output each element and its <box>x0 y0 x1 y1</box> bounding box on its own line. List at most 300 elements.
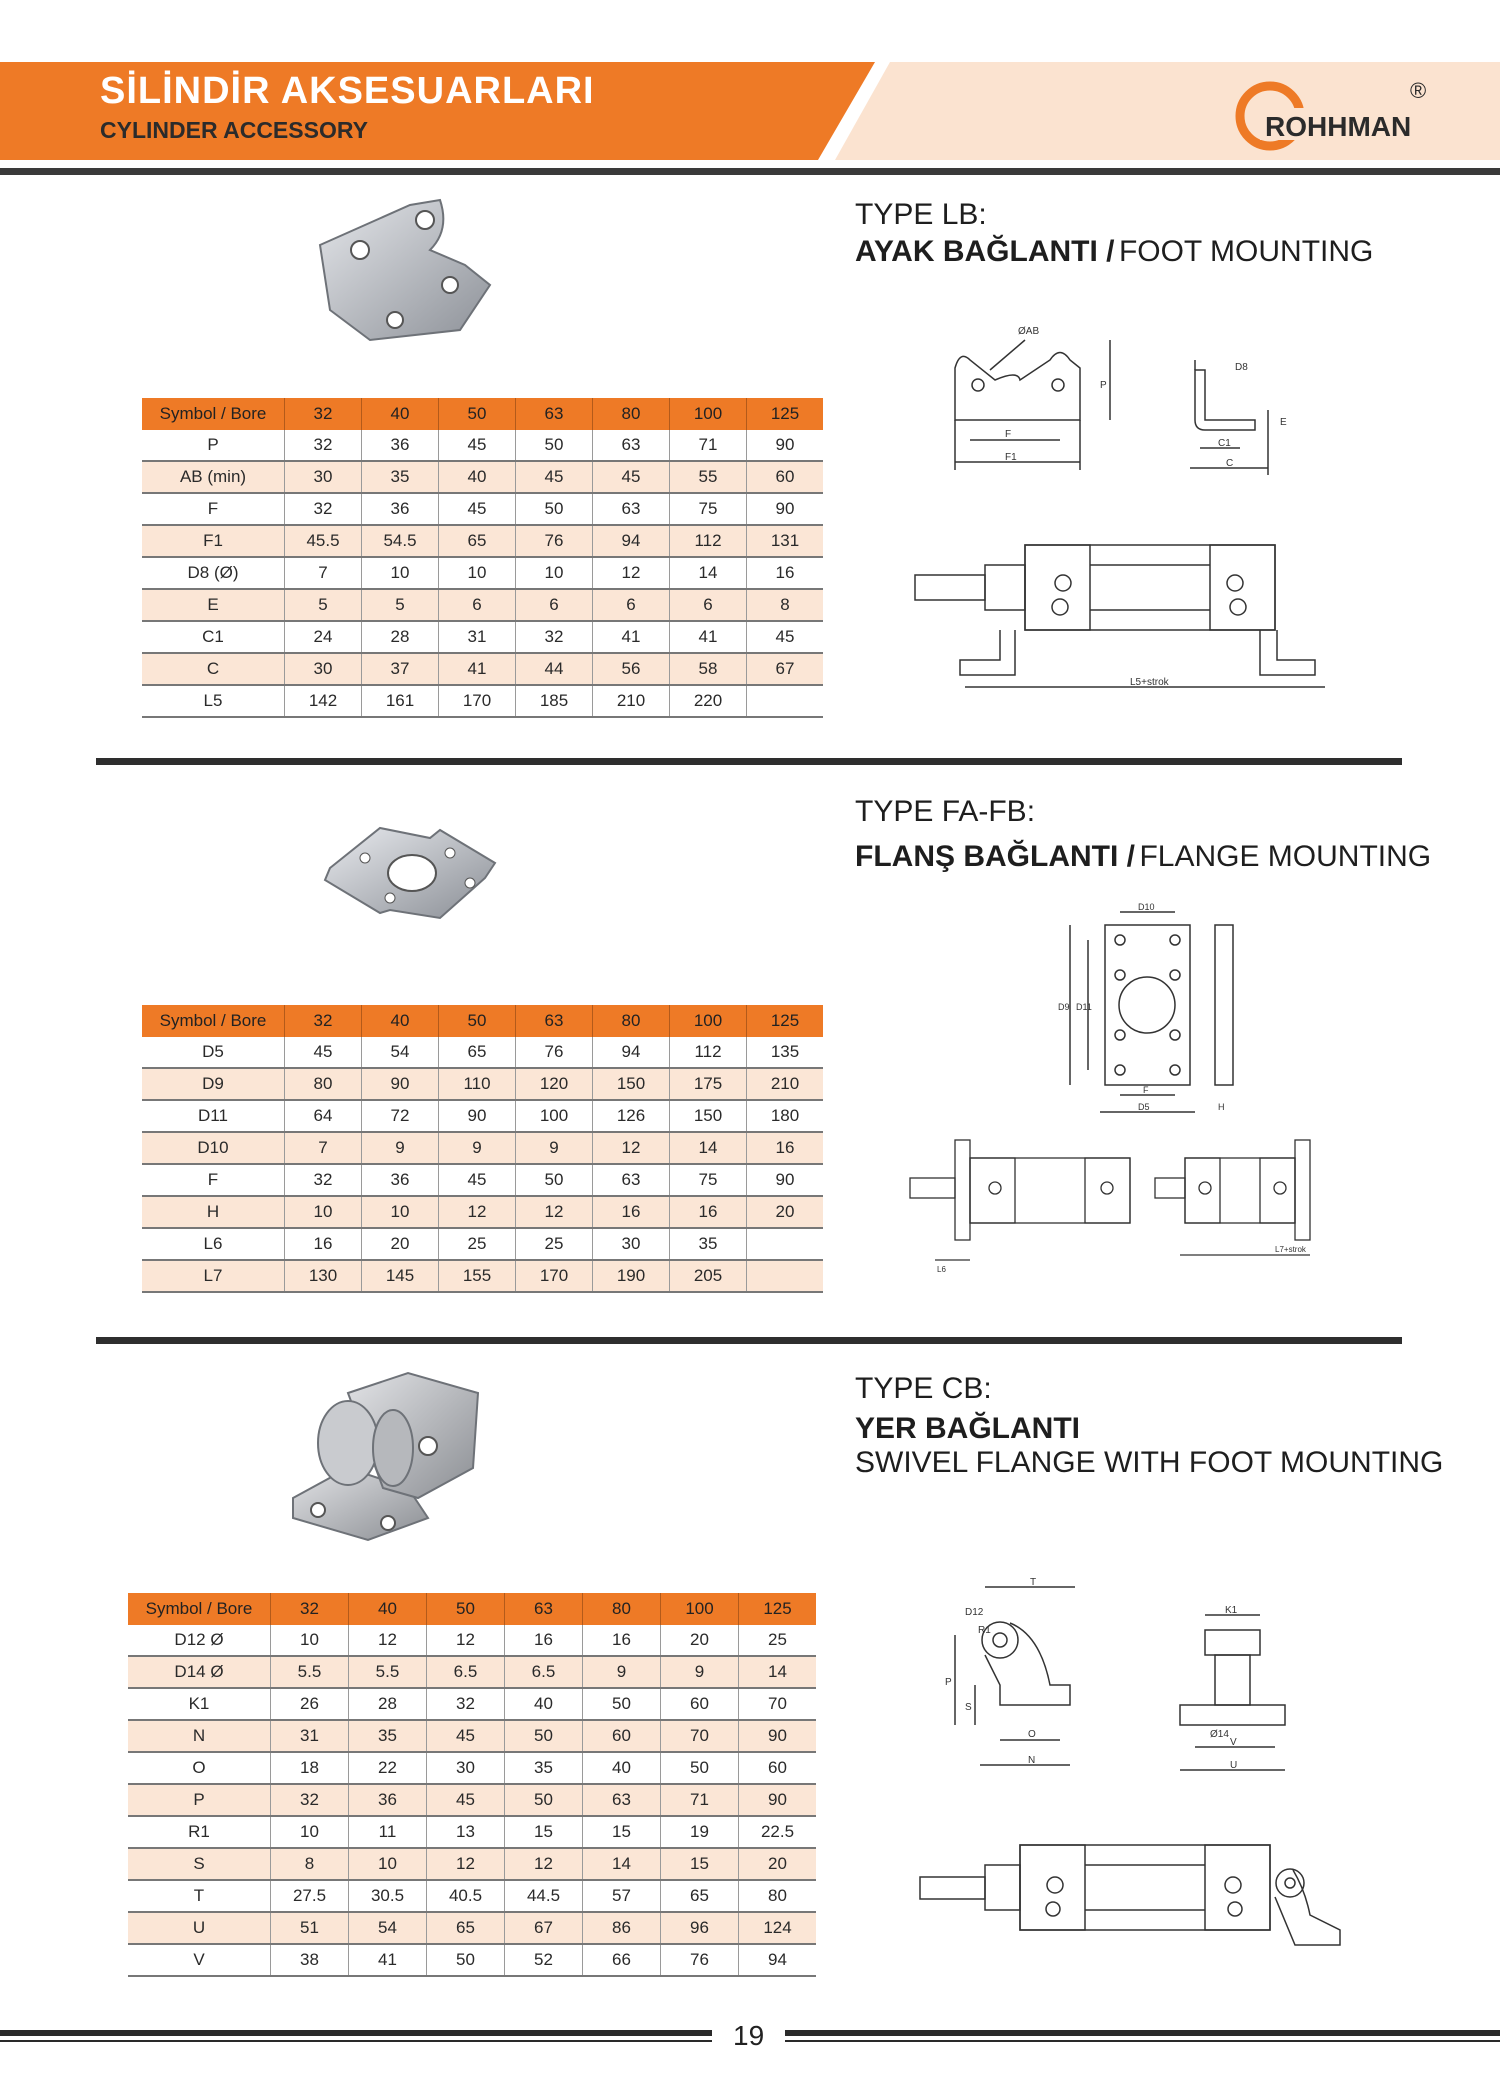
brand-logo <box>1230 72 1440 152</box>
value-cell: 35 <box>362 461 439 493</box>
value-cell: 37 <box>362 653 439 685</box>
value-cell: 90 <box>439 1100 516 1132</box>
value-cell: 65 <box>439 1037 516 1068</box>
value-cell: 75 <box>670 1164 747 1196</box>
header-cell: 40 <box>362 398 439 430</box>
value-cell: 5.5 <box>349 1656 427 1688</box>
value-cell: 14 <box>670 557 747 589</box>
header-cell: 63 <box>505 1593 583 1625</box>
value-cell: 190 <box>593 1260 670 1292</box>
value-cell: 41 <box>439 653 516 685</box>
value-cell: 44 <box>516 653 593 685</box>
value-cell: 26 <box>271 1688 349 1720</box>
symbol-cell: N <box>128 1720 271 1752</box>
value-cell: 63 <box>593 430 670 461</box>
value-cell: 35 <box>349 1720 427 1752</box>
section-lb-type: TYPE LB: <box>855 198 987 231</box>
value-cell: 9 <box>439 1132 516 1164</box>
dim-u-label: U <box>1230 1760 1238 1771</box>
value-cell: 18 <box>271 1752 349 1784</box>
value-cell: 45 <box>593 461 670 493</box>
value-cell: 41 <box>670 621 747 653</box>
value-cell: 65 <box>661 1880 739 1912</box>
header-cell: 100 <box>661 1593 739 1625</box>
value-cell: 41 <box>593 621 670 653</box>
dim-s-label: S <box>965 1702 972 1713</box>
dim-c1-label: C1 <box>1218 438 1231 449</box>
footer-rule-right <box>785 2030 1500 2036</box>
dim-e-label: E <box>1280 417 1287 428</box>
dim-f-label: F <box>1005 429 1012 440</box>
value-cell: 10 <box>362 1196 439 1228</box>
value-cell: 135 <box>747 1037 824 1068</box>
value-cell: 50 <box>505 1720 583 1752</box>
value-cell: 60 <box>583 1720 661 1752</box>
value-cell: 45 <box>427 1720 505 1752</box>
value-cell: 30 <box>285 653 362 685</box>
value-cell: 20 <box>747 1196 824 1228</box>
table-row <box>142 1196 823 1228</box>
symbol-cell: D9 <box>142 1068 285 1100</box>
value-cell: 10 <box>439 557 516 589</box>
value-cell: 55 <box>670 461 747 493</box>
swivel-flange-cylinder-drawing <box>915 1835 1355 1965</box>
value-cell: 60 <box>747 461 824 493</box>
value-cell: 6.5 <box>505 1656 583 1688</box>
table-row <box>142 1132 823 1164</box>
value-cell: 9 <box>661 1656 739 1688</box>
value-cell: 20 <box>362 1228 439 1260</box>
table-body <box>142 1037 823 1292</box>
flange-mounting-drawing <box>1050 900 1250 1125</box>
value-cell: 9 <box>583 1656 661 1688</box>
value-cell: 76 <box>516 1037 593 1068</box>
value-cell: 50 <box>427 1944 505 1976</box>
value-cell: 36 <box>362 430 439 461</box>
flange-mounting-photo <box>320 818 505 928</box>
table-row <box>142 461 823 493</box>
table-row <box>128 1880 816 1912</box>
value-cell: 170 <box>439 685 516 717</box>
value-cell: 90 <box>747 1164 824 1196</box>
value-cell: 12 <box>349 1625 427 1656</box>
registered-mark: ® <box>1410 78 1427 103</box>
value-cell: 63 <box>593 493 670 525</box>
symbol-cell: L5 <box>142 685 285 717</box>
value-cell: 86 <box>583 1912 661 1944</box>
value-cell: 12 <box>427 1848 505 1880</box>
value-cell: 12 <box>439 1196 516 1228</box>
section-fa-name-tr: FLANŞ BAĞLANTI / <box>855 840 1135 873</box>
value-cell: 50 <box>516 430 593 461</box>
value-cell: 110 <box>439 1068 516 1100</box>
value-cell: 16 <box>285 1228 362 1260</box>
value-cell: 50 <box>583 1688 661 1720</box>
value-cell: 45.5 <box>285 525 362 557</box>
header-cell: 80 <box>593 1005 670 1037</box>
value-cell: 70 <box>739 1688 817 1720</box>
value-cell: 25 <box>516 1228 593 1260</box>
value-cell: 90 <box>747 493 824 525</box>
dim-o-label: O <box>1028 1729 1036 1740</box>
value-cell: 32 <box>271 1784 349 1816</box>
value-cell: 90 <box>747 430 824 461</box>
header-cell: 40 <box>362 1005 439 1037</box>
header-cell: 50 <box>439 398 516 430</box>
dim-d9-label: D9 <box>1058 1002 1070 1012</box>
value-cell: 67 <box>747 653 824 685</box>
value-cell: 142 <box>285 685 362 717</box>
value-cell: 5.5 <box>271 1656 349 1688</box>
value-cell: 10 <box>516 557 593 589</box>
value-cell: 56 <box>593 653 670 685</box>
value-cell: 65 <box>427 1912 505 1944</box>
dim-l5-label: L5+strok <box>1130 677 1169 688</box>
value-cell: 50 <box>505 1784 583 1816</box>
value-cell: 38 <box>271 1944 349 1976</box>
value-cell: 31 <box>439 621 516 653</box>
header-cell: Symbol / Bore <box>128 1593 271 1625</box>
value-cell: 36 <box>362 493 439 525</box>
header-title-tr: SİLİNDİR AKSESUARLARI <box>100 70 595 112</box>
dim-c-label: C <box>1226 458 1234 469</box>
value-cell: 12 <box>593 557 670 589</box>
value-cell: 220 <box>670 685 747 717</box>
section-lb-name-en: FOOT MOUNTING <box>1118 235 1374 268</box>
table-row <box>128 1720 816 1752</box>
value-cell: 16 <box>505 1625 583 1656</box>
table-row <box>128 1656 816 1688</box>
value-cell: 15 <box>661 1848 739 1880</box>
dim-p-label: P <box>1100 380 1107 391</box>
symbol-cell: E <box>142 589 285 621</box>
table-row <box>142 685 823 717</box>
dim-d11-label: D11 <box>1076 1002 1092 1012</box>
dim-l6-label: L6 <box>937 1265 946 1274</box>
value-cell: 16 <box>747 1132 824 1164</box>
table-row <box>142 1260 823 1292</box>
value-cell: 76 <box>661 1944 739 1976</box>
value-cell: 185 <box>516 685 593 717</box>
value-cell: 25 <box>739 1625 817 1656</box>
value-cell: 13 <box>427 1816 505 1848</box>
page-number: 19 <box>733 2020 765 2051</box>
symbol-cell: R1 <box>128 1816 271 1848</box>
value-cell: 36 <box>362 1164 439 1196</box>
value-cell: 31 <box>271 1720 349 1752</box>
foot-mounting-photo <box>300 190 500 355</box>
dim-ab-label: ØAB <box>1018 326 1040 337</box>
table-header-row <box>142 398 823 430</box>
value-cell: 32 <box>285 430 362 461</box>
value-cell: 28 <box>362 621 439 653</box>
symbol-cell: T <box>128 1880 271 1912</box>
table-row <box>128 1816 816 1848</box>
flange-mounting-table <box>142 1005 823 1293</box>
symbol-cell: P <box>142 430 285 461</box>
value-cell: 40 <box>439 461 516 493</box>
symbol-cell: D11 <box>142 1100 285 1132</box>
table-row <box>128 1784 816 1816</box>
dim-d10-label: D10 <box>1138 902 1155 912</box>
value-cell: 32 <box>285 493 362 525</box>
value-cell: 70 <box>661 1720 739 1752</box>
value-cell: 80 <box>739 1880 817 1912</box>
value-cell: 35 <box>505 1752 583 1784</box>
header-cell: 80 <box>583 1593 661 1625</box>
dim-n-label: N <box>1028 1755 1036 1766</box>
value-cell: 30 <box>427 1752 505 1784</box>
symbol-cell: D5 <box>142 1037 285 1068</box>
value-cell: 96 <box>661 1912 739 1944</box>
value-cell: 32 <box>427 1688 505 1720</box>
value-cell: 5 <box>362 589 439 621</box>
value-cell: 76 <box>516 525 593 557</box>
value-cell: 45 <box>516 461 593 493</box>
value-cell: 45 <box>747 621 824 653</box>
value-cell: 63 <box>593 1164 670 1196</box>
dim-d8-label: D8 <box>1235 362 1248 373</box>
header-cell: 63 <box>516 398 593 430</box>
value-cell: 50 <box>661 1752 739 1784</box>
table-row <box>142 1037 823 1068</box>
value-cell: 170 <box>516 1260 593 1292</box>
symbol-cell: F1 <box>142 525 285 557</box>
value-cell: 63 <box>583 1784 661 1816</box>
footer-rule-left <box>0 2030 712 2036</box>
table-header-row <box>142 1005 823 1037</box>
value-cell: 150 <box>593 1068 670 1100</box>
value-cell: 205 <box>670 1260 747 1292</box>
dim-r1-label: R1 <box>978 1625 991 1636</box>
value-cell: 124 <box>739 1912 817 1944</box>
value-cell: 28 <box>349 1688 427 1720</box>
value-cell: 14 <box>583 1848 661 1880</box>
symbol-cell: D12 Ø <box>128 1625 271 1656</box>
value-cell: 30 <box>593 1228 670 1260</box>
value-cell: 6 <box>593 589 670 621</box>
symbol-cell: AB (min) <box>142 461 285 493</box>
value-cell: 145 <box>362 1260 439 1292</box>
value-cell: 80 <box>285 1068 362 1100</box>
flange-mounting-cylinder-drawing <box>895 1140 1335 1280</box>
value-cell: 175 <box>670 1068 747 1100</box>
value-cell: 7 <box>285 1132 362 1164</box>
value-cell: 16 <box>593 1196 670 1228</box>
symbol-cell: V <box>128 1944 271 1976</box>
value-cell: 6 <box>670 589 747 621</box>
section-divider <box>96 1337 1402 1344</box>
value-cell: 66 <box>583 1944 661 1976</box>
symbol-cell: L7 <box>142 1260 285 1292</box>
value-cell: 64 <box>285 1100 362 1132</box>
swivel-flange-drawing <box>930 1575 1310 1795</box>
value-cell: 155 <box>439 1260 516 1292</box>
table-row <box>142 1100 823 1132</box>
value-cell: 10 <box>349 1848 427 1880</box>
value-cell: 60 <box>661 1688 739 1720</box>
dim-v-label: V <box>1230 1737 1237 1748</box>
value-cell: 45 <box>427 1784 505 1816</box>
section-cb-name-en: SWIVEL FLANGE WITH FOOT MOUNTING <box>855 1446 1444 1479</box>
value-cell: 130 <box>285 1260 362 1292</box>
dim-d5-label: D5 <box>1138 1102 1150 1112</box>
dim-d14-label: Ø14 <box>1210 1729 1229 1740</box>
value-cell: 100 <box>516 1100 593 1132</box>
value-cell <box>747 1260 824 1292</box>
table-row <box>142 589 823 621</box>
value-cell: 161 <box>362 685 439 717</box>
value-cell: 126 <box>593 1100 670 1132</box>
dim-l7-label: L7+strok <box>1275 1245 1306 1254</box>
value-cell: 112 <box>670 1037 747 1068</box>
value-cell: 10 <box>271 1816 349 1848</box>
value-cell: 120 <box>516 1068 593 1100</box>
table-row <box>128 1848 816 1880</box>
table-row <box>142 1164 823 1196</box>
value-cell: 36 <box>349 1784 427 1816</box>
section-cb-type: TYPE CB: <box>855 1372 992 1405</box>
value-cell: 71 <box>670 430 747 461</box>
value-cell: 45 <box>439 1164 516 1196</box>
value-cell: 10 <box>362 557 439 589</box>
value-cell: 20 <box>739 1848 817 1880</box>
symbol-cell: C1 <box>142 621 285 653</box>
value-cell: 32 <box>516 621 593 653</box>
value-cell: 94 <box>593 525 670 557</box>
value-cell: 60 <box>739 1752 817 1784</box>
value-cell: 52 <box>505 1944 583 1976</box>
value-cell: 45 <box>285 1037 362 1068</box>
section-cb-name-tr: YER BAĞLANTI <box>855 1412 1080 1445</box>
table-row <box>128 1688 816 1720</box>
table-row <box>142 525 823 557</box>
value-cell: 30 <box>285 461 362 493</box>
section-fa-title <box>855 840 1431 874</box>
value-cell: 54 <box>362 1037 439 1068</box>
symbol-cell: H <box>142 1196 285 1228</box>
table-body <box>128 1625 816 1976</box>
value-cell: 32 <box>285 1164 362 1196</box>
value-cell: 15 <box>583 1816 661 1848</box>
value-cell <box>747 1228 824 1260</box>
dim-d12-label: D12 <box>965 1607 984 1618</box>
section-divider <box>96 758 1402 765</box>
value-cell: 6 <box>516 589 593 621</box>
value-cell: 90 <box>739 1720 817 1752</box>
value-cell: 12 <box>593 1132 670 1164</box>
brand-name: ROHHMAN <box>1265 111 1412 142</box>
table-row <box>128 1944 816 1976</box>
value-cell: 210 <box>593 685 670 717</box>
foot-mounting-cylinder-drawing <box>905 535 1345 695</box>
footer-rule-left-thin <box>0 2040 712 2042</box>
section-fa-type: TYPE FA-FB: <box>855 795 1036 828</box>
value-cell: 12 <box>516 1196 593 1228</box>
table-body <box>142 430 823 717</box>
value-cell: 19 <box>661 1816 739 1848</box>
header-cell: 32 <box>285 1005 362 1037</box>
header-cell: 125 <box>739 1593 817 1625</box>
header-cell: 125 <box>747 398 824 430</box>
value-cell: 14 <box>670 1132 747 1164</box>
value-cell: 20 <box>661 1625 739 1656</box>
foot-mounting-drawing <box>900 300 1320 469</box>
value-cell: 94 <box>593 1037 670 1068</box>
value-cell: 51 <box>271 1912 349 1944</box>
table-row <box>142 1068 823 1100</box>
section-fa-name-en: FLANGE MOUNTING <box>1139 840 1432 873</box>
swivel-flange-photo <box>288 1368 488 1543</box>
section-lb-title <box>855 235 1373 269</box>
value-cell: 14 <box>739 1656 817 1688</box>
header-cell: Symbol / Bore <box>142 398 285 430</box>
foot-mounting-table <box>142 398 823 718</box>
value-cell: 44.5 <box>505 1880 583 1912</box>
value-cell: 25 <box>439 1228 516 1260</box>
value-cell: 10 <box>285 1196 362 1228</box>
value-cell: 180 <box>747 1100 824 1132</box>
dim-k1-label: K1 <box>1225 1605 1238 1616</box>
value-cell: 75 <box>670 493 747 525</box>
header-cell: 80 <box>593 398 670 430</box>
value-cell: 58 <box>670 653 747 685</box>
value-cell: 15 <box>505 1816 583 1848</box>
table-row <box>128 1625 816 1656</box>
value-cell: 72 <box>362 1100 439 1132</box>
table-row <box>142 430 823 461</box>
value-cell: 94 <box>739 1944 817 1976</box>
header-cell: 40 <box>349 1593 427 1625</box>
table-header-row <box>128 1593 816 1625</box>
header-cell: 32 <box>271 1593 349 1625</box>
table-row <box>142 1228 823 1260</box>
header-cell: 125 <box>747 1005 824 1037</box>
value-cell: 27.5 <box>271 1880 349 1912</box>
value-cell: 112 <box>670 525 747 557</box>
value-cell: 35 <box>670 1228 747 1260</box>
value-cell <box>747 685 824 717</box>
value-cell: 40 <box>505 1688 583 1720</box>
value-cell: 50 <box>516 1164 593 1196</box>
value-cell: 10 <box>271 1625 349 1656</box>
value-cell: 67 <box>505 1912 583 1944</box>
symbol-cell: D10 <box>142 1132 285 1164</box>
table-row <box>128 1752 816 1784</box>
value-cell: 6 <box>439 589 516 621</box>
value-cell: 54 <box>349 1912 427 1944</box>
value-cell: 12 <box>427 1625 505 1656</box>
value-cell: 30.5 <box>349 1880 427 1912</box>
value-cell: 16 <box>670 1196 747 1228</box>
header-cell: 50 <box>439 1005 516 1037</box>
value-cell: 11 <box>349 1816 427 1848</box>
value-cell: 22.5 <box>739 1816 817 1848</box>
symbol-cell: D8 (Ø) <box>142 557 285 589</box>
value-cell: 41 <box>349 1944 427 1976</box>
value-cell: 45 <box>439 430 516 461</box>
value-cell: 90 <box>739 1784 817 1816</box>
value-cell: 12 <box>505 1848 583 1880</box>
symbol-cell: F <box>142 493 285 525</box>
value-cell: 210 <box>747 1068 824 1100</box>
symbol-cell: L6 <box>142 1228 285 1260</box>
value-cell: 40.5 <box>427 1880 505 1912</box>
value-cell: 54.5 <box>362 525 439 557</box>
value-cell: 65 <box>439 525 516 557</box>
value-cell: 45 <box>439 493 516 525</box>
dim-f1-label: F1 <box>1005 452 1017 463</box>
